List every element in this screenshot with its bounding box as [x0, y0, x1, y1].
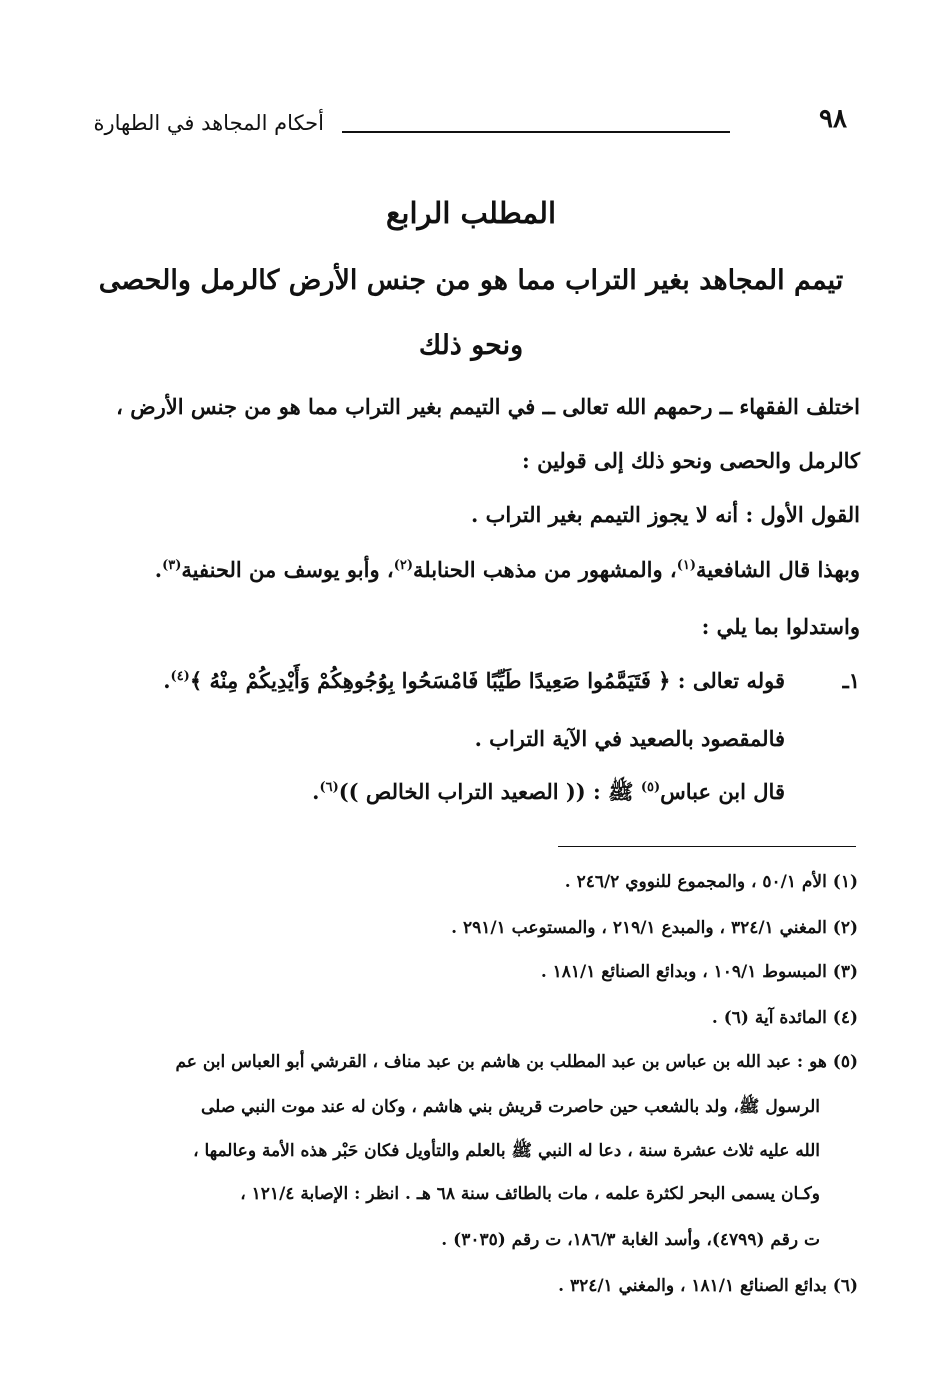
footnote-ref-4: (٤): [170, 669, 190, 684]
list-item-number: ١ـ: [842, 668, 860, 693]
footnote-ref-3: (٣): [162, 558, 182, 573]
body-paragraph-line1: اختلف الفقهاء ــ رحمهم الله تعالى ــ في التيمم بغير التراب مما هو من جنس الأرض ،: [116, 394, 860, 419]
footnote-4: (٤) المائدة آية (٦) .: [711, 1008, 858, 1028]
footnote-ref-6: (٦): [319, 780, 339, 795]
quran-verse-line: [120, 668, 785, 693]
footnote-2: (٢) المغني ٣٢٤/١ ، والمبدع ٢١٩/١ ، والمستوعب ٢٩١/١ .: [451, 918, 858, 938]
proponents-text-d: .: [154, 557, 163, 582]
proponents-text-b: ، والمشهور من مذهب الحنابلة: [412, 557, 677, 582]
quran-verse-text: قوله تعالى : ﴿ فَتَيَمَّمُوا صَعِيدًا طَيِّبًا فَامْسَحُوا بِوُجُوهِكُمْ وَأَيْدِيكُمْ مِنْهُ ﴾: [189, 668, 785, 693]
page-number: ٩٨: [819, 104, 847, 134]
footnote-3: (٣) المبسوط ١٠٩/١ ، وبدائع الصنائع ١٨١/١ .: [540, 962, 858, 982]
footnote-separator: [558, 846, 856, 847]
header-rule: [342, 131, 730, 133]
quote-period: .: [312, 779, 320, 804]
running-title: أحكام المجاهد في الطهارة: [93, 111, 324, 135]
section-title: المطلب الرابع: [385, 196, 557, 230]
footnote-5-line1: (٥) هو : عبد الله بن عباس بن عبد المطلب بن هاشم بن عبد مناف ، القرشي أبو العباس ابن عم: [175, 1052, 858, 1072]
first-opinion-line: القول الأول : أنه لا يجوز التيمم بغير التراب .: [470, 502, 860, 527]
footnote-ref-1: (١): [676, 558, 697, 573]
quote-attribution: قال ابن عباس: [660, 779, 785, 804]
footnote-ref-5: (٥): [640, 780, 661, 795]
verse-period: .: [163, 668, 171, 693]
footnote-5-line3: الله عليه ثلاث عشرة سنة ، دعا له النبي ﷺ بالعلم والتأويل فكان حَبْر هذه الأمة وعالمها ،: [193, 1141, 820, 1161]
proponents-text-c: ، وأبو يوسف من الحنفية: [181, 557, 394, 582]
quote-text: ﷺ : (( الصعيد التراب الخالص )): [338, 779, 634, 804]
proponents-text-a: وبهذا قال الشافعية: [696, 557, 860, 582]
footnote-ref-2: (٢): [393, 558, 413, 573]
ibn-abbas-quote-line: [120, 779, 785, 810]
explanation-line: فالمقصود بالصعيد في الآية التراب .: [474, 726, 785, 751]
footnote-1: (١) الأم ٥٠/١ ، والمجموع للنووي ٢٤٦/٢ .: [564, 872, 858, 892]
topic-heading-line1: تيمم المجاهد بغير التراب مما هو من جنس الأرض كالرمل والحصى: [98, 265, 844, 296]
footnote-5-line5: ت رقم (٤٧٩٩)، وأسد الغابة ١٨٦/٣، ت رقم (٣٠٣٥) .: [441, 1230, 820, 1250]
evidence-intro-line: واستدلوا بما يلي :: [701, 614, 860, 639]
body-paragraph-line2: كالرمل والحصى ونحو ذلك إلى قولين :: [522, 448, 860, 473]
footnote-5-line4: وكـان يسمى البحر لكثرة علمه ، مات بالطائف سنة ٦٨ هـ . انظر : الإصابة ١٢١/٤ ،: [240, 1184, 820, 1204]
topic-heading-line2: ونحو ذلك: [418, 330, 524, 361]
footnote-6: (٦) بدائع الصنائع ١٨١/١ ، والمغني ٣٢٤/١ .: [558, 1276, 858, 1296]
proponents-line: [80, 557, 860, 582]
footnote-5-line2: الرسول ﷺ، ولد بالشعب حين حاصرت قريش بني هاشم ، وكان له عند موت النبي صلى: [200, 1097, 820, 1117]
